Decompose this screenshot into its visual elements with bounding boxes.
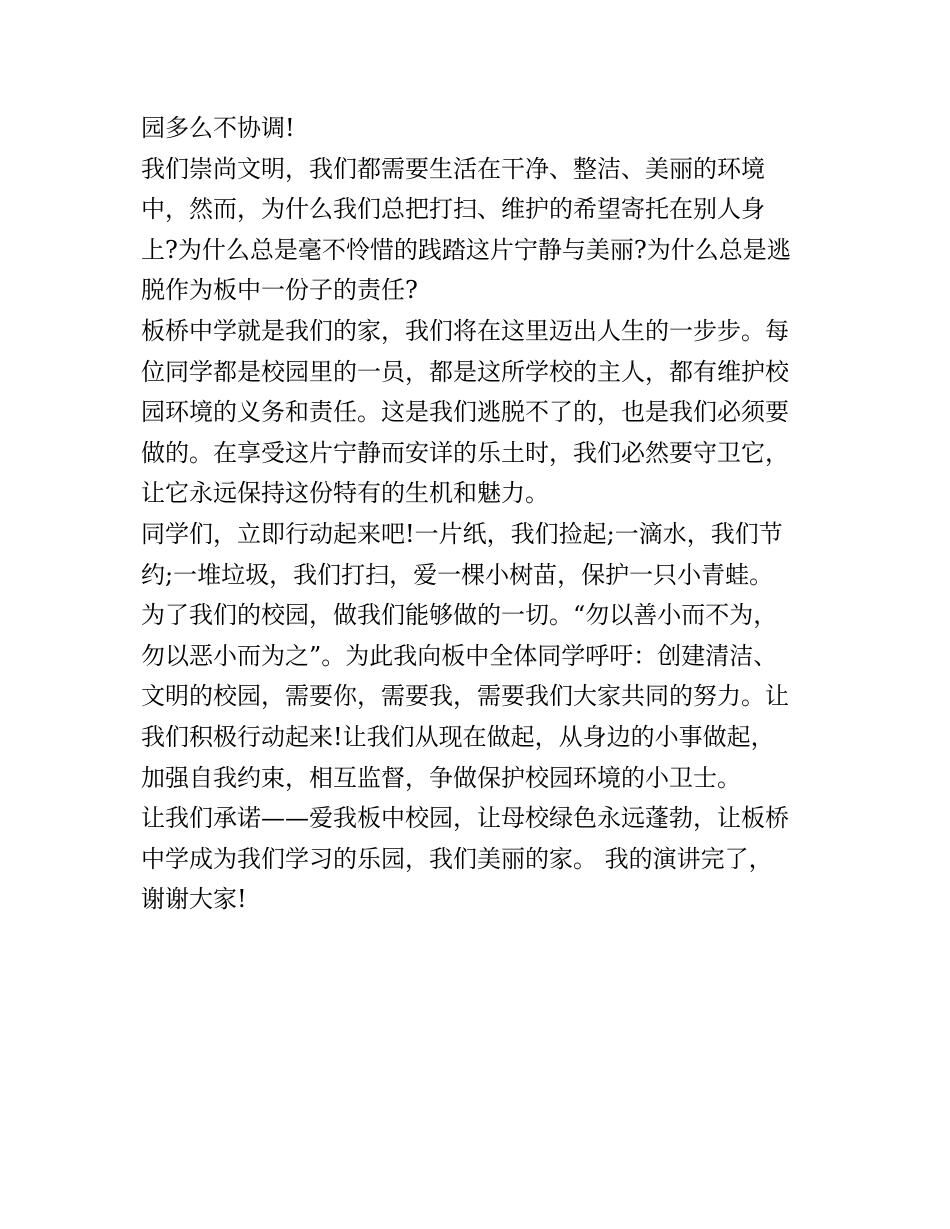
text-line: 园环境的义务和责任。这是我们逃脱不了的，也是我们必须要 bbox=[141, 398, 789, 427]
text-line: 勿以恶小而为之”。为此我向板中全体同学呼吁：创建清洁、 bbox=[141, 641, 778, 670]
text-line: 加强自我约束，相互监督，争做保护校园环境的小卫士。 bbox=[141, 763, 741, 792]
text-line: 中学成为我们学习的乐园，我们美丽的家。 我的演讲完了， bbox=[141, 844, 773, 873]
text-line: 同学们，立即行动起来吧!一片纸，我们捡起;一滴水，我们节 bbox=[141, 519, 783, 548]
text-line: 做的。在享受这片宁静而安详的乐土时，我们必然要守卫它， bbox=[141, 438, 789, 467]
text-line: 中，然而，为什么我们总把打扫、维护的希望寄托在别人身 bbox=[141, 195, 765, 224]
text-line: 园多么不协调! bbox=[141, 114, 295, 142]
text-line: 板桥中学就是我们的家，我们将在这里迈出人生的一步步。每 bbox=[141, 316, 789, 345]
text-line: 脱作为板中一份子的责任? bbox=[141, 276, 418, 305]
text-line: 让我们承诺——爱我板中校园，让母校绿色永远蓬勃，让板桥 bbox=[141, 804, 789, 833]
text-line: 上?为什么总是毫不怜惜的践踏这片宁静与美丽?为什么总是逃 bbox=[141, 235, 791, 264]
text-line: 约;一堆垃圾，我们打扫，爱一棵小树苗，保护一只小青蛙。 bbox=[141, 560, 774, 589]
text-line: 位同学都是校园里的一员，都是这所学校的主人，都有维护校 bbox=[141, 357, 789, 386]
document-body bbox=[141, 108, 821, 920]
text-line: 为了我们的校园，做我们能够做的一切。“勿以善小而不为， bbox=[141, 601, 778, 630]
text-line: 谢谢大家! bbox=[141, 885, 247, 914]
text-line: 我们积极行动起来!让我们从现在做起，从身边的小事做起， bbox=[141, 722, 775, 751]
text-line: 我们崇尚文明，我们都需要生活在干净、整洁、美丽的环境 bbox=[141, 154, 765, 183]
text-line: 让它永远保持这份特有的生机和魅力。 bbox=[141, 479, 549, 508]
text-line: 文明的校园，需要你，需要我，需要我们大家共同的努力。让 bbox=[141, 682, 789, 711]
